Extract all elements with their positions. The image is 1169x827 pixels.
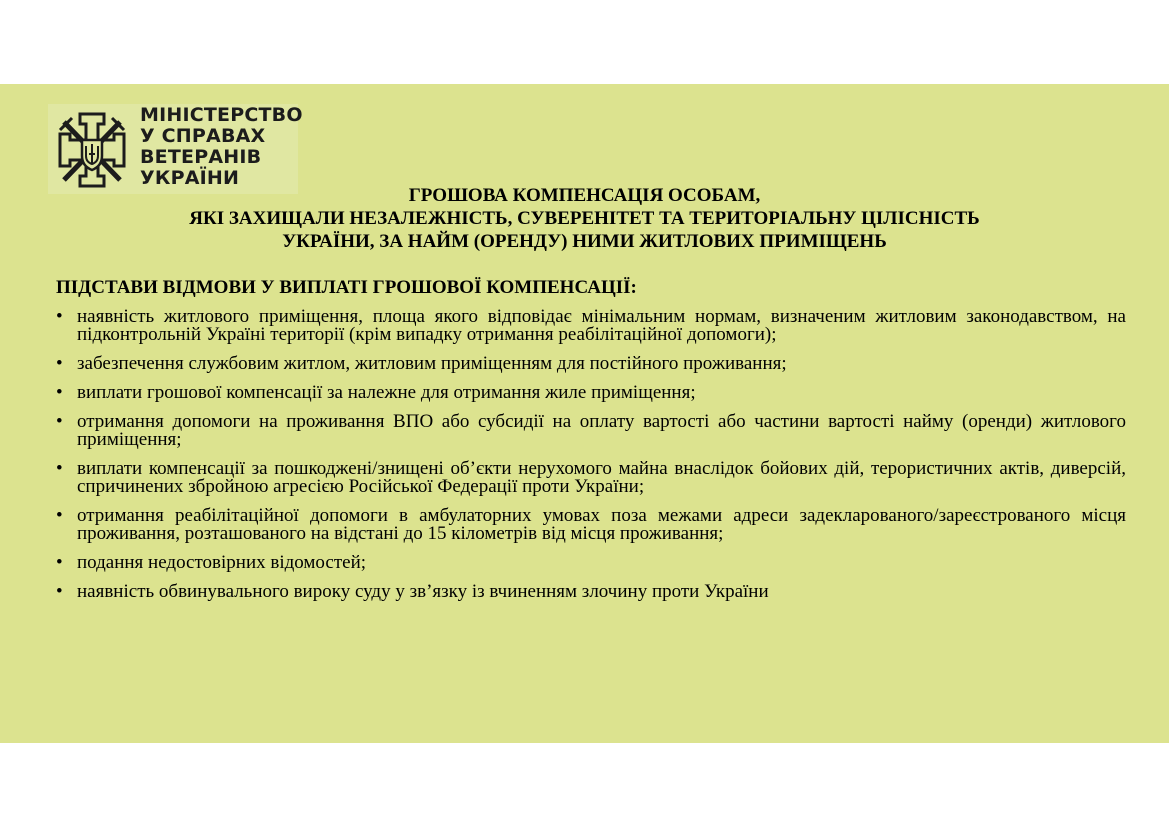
list-item xyxy=(56,507,1126,543)
refusal-reasons-list xyxy=(56,308,1126,612)
list-item xyxy=(56,583,1126,601)
bullet-icon: • xyxy=(56,353,63,374)
list-item xyxy=(56,308,1126,344)
title-line: ЯКІ ЗАХИЩАЛИ НЕЗАЛЕЖНІСТЬ, СУВЕРЕНІТЕТ ТА ТЕРИТОРІАЛЬНУ ЦІЛІСНІСТЬ xyxy=(189,208,980,229)
slide xyxy=(0,84,1169,743)
list-item-text: отримання реабілітаційної допомоги в амбулаторних умовах поза межами адреси задекларованого/зареєстрованого місця проживання, розташованого на відстані до 15 кілометрів від місця проживання; xyxy=(77,505,1126,544)
bullet-icon: • xyxy=(56,306,63,327)
list-item-text: наявність житлового приміщення, площа якого відповідає мінімальним нормам, визначеним житловим законодавством, на підконтрольній Україні території (крім випадку отримання реабілітаційної допомоги); xyxy=(77,306,1126,345)
list-item xyxy=(56,413,1126,449)
list-item-text: виплати компенсації за пошкоджені/знищені об’єкти нерухомого майна внаслідок бойових дій, терористичних актів, диверсій, спричинених збройною агресією Російської Федерації проти України; xyxy=(77,458,1126,497)
bullet-icon: • xyxy=(56,581,63,602)
list-item-text: виплати грошової компенсації за належне для отримання жиле приміщення; xyxy=(77,382,696,403)
ministry-name-line: ВЕТЕРАНІВ xyxy=(140,146,262,168)
bullet-icon: • xyxy=(56,505,63,526)
ministry-name-line: УКРАЇНИ xyxy=(140,167,240,189)
bullet-icon: • xyxy=(56,411,63,432)
list-item xyxy=(56,384,1126,402)
list-item-text: забезпечення службовим житлом, житловим приміщенням для постійного проживання; xyxy=(77,353,787,374)
list-item-text: отримання допомоги на проживання ВПО або субсидії на оплату вартості або частини вартості найму (оренди) житлового приміщення; xyxy=(77,411,1126,450)
section-heading: ПІДСТАВИ ВІДМОВИ У ВИПЛАТІ ГРОШОВОЇ КОМПЕНСАЦІЇ: xyxy=(56,277,637,298)
list-item-text: подання недостовірних відомостей; xyxy=(77,552,367,573)
bullet-icon: • xyxy=(56,458,63,479)
list-item xyxy=(56,554,1126,572)
list-item xyxy=(56,460,1126,496)
title-line: ГРОШОВА КОМПЕНСАЦІЯ ОСОБАМ, xyxy=(408,185,761,206)
ministry-logo xyxy=(48,104,303,194)
bullet-icon: • xyxy=(56,382,63,403)
title-line: УКРАЇНИ, ЗА НАЙМ (ОРЕНДУ) НИМИ ЖИТЛОВИХ ПРИМІЩЕНЬ xyxy=(282,231,887,252)
bullet-icon: • xyxy=(56,552,63,573)
ministry-name-line: У СПРАВАХ xyxy=(140,125,266,147)
ministry-name xyxy=(140,105,303,189)
list-item xyxy=(56,355,1126,373)
list-item-text: наявність обвинувального вироку суду у зв’язку із вчиненням злочину проти України xyxy=(77,581,769,602)
page-title xyxy=(0,184,1169,253)
ministry-emblem-icon xyxy=(54,110,130,190)
ministry-name-line: МІНІСТЕРСТВО xyxy=(140,104,303,126)
